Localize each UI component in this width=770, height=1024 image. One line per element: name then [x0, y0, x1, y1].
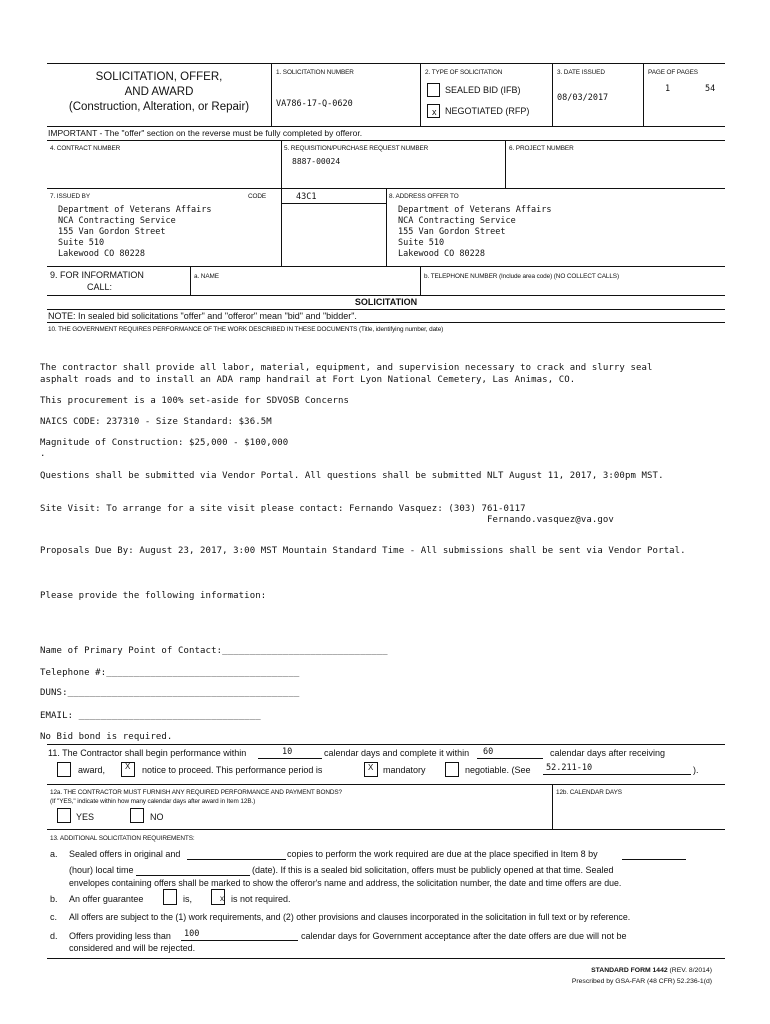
form-title-line-3: (Construction, Alteration, or Repair) [68, 101, 250, 113]
set-aside-text: This procurement is a 100% set-aside for SDVOSB Concerns [40, 396, 350, 406]
item-13b-text: An offer guarantee [69, 894, 144, 904]
divider [47, 958, 725, 959]
divider [47, 309, 725, 310]
mandatory-check-mark: X [368, 763, 374, 772]
divider [47, 744, 725, 745]
complete-days-value: 60 [483, 747, 494, 757]
item-13a-text-1: Sealed offers in original and [69, 849, 181, 859]
contract-number-label: 4. CONTRACT NUMBER [50, 145, 121, 152]
for-information-line-1: 9. FOR INFORMATION [50, 270, 144, 280]
issued-by-line: Lakewood CO 80228 [58, 249, 145, 259]
project-number-label: 6. PROJECT NUMBER [509, 145, 574, 152]
code-value[interactable]: 43C1 [296, 192, 317, 202]
item-11-text-3: calendar days after receiving [550, 748, 666, 758]
guarantee-check-mark: x [220, 894, 224, 903]
address-line: Lakewood CO 80228 [398, 249, 485, 259]
item-13b-marker: b. [50, 894, 58, 904]
item-13d-text-2: considered and will be rejected. [69, 943, 196, 953]
bid-bond-text: No Bid bond is required. [40, 732, 173, 742]
scope-paragraph-line-1: The contractor shall provide all labor, material, equipment, and supervision necessary to crack and slurry seal [40, 363, 653, 373]
address-line: 155 Van Gordon Street [398, 227, 506, 237]
item-13a-text-2a: (hour) local time [69, 865, 134, 875]
form-title-line-1: SOLICITATION, OFFER, [95, 71, 223, 83]
item-13d-text-1: Offers providing less than [69, 931, 171, 941]
form-title [48, 70, 270, 115]
sealed-bid-checkbox[interactable] [427, 83, 440, 97]
award-label: award, [78, 765, 106, 775]
sealed-bid-label: SEALED BID (IFB) [445, 85, 521, 95]
address-offer-to-label: 8. ADDRESS OFFER TO [389, 193, 459, 200]
see-clause-close: ). [693, 765, 699, 775]
item-10-label: 10. THE GOVERNMENT REQUIRES PERFORMANCE OF THE WORK DESCRIBED IN THESE DOCUMENTS (Title, identifying number, date) [48, 326, 444, 333]
issued-by-line: Department of Veterans Affairs [58, 205, 212, 215]
form-number-bold: STANDARD FORM 1442 [591, 967, 668, 974]
bonds-yes-label: YES [76, 812, 95, 822]
solicitation-heading: SOLICITATION [354, 297, 418, 307]
item-13d-marker: d. [50, 931, 58, 941]
item-13c-marker: c. [50, 912, 58, 922]
item-13a-text-3: envelopes containing offers shall be marked to show the offeror's name and address, the solicitation number, the date and time offers are due. [69, 878, 622, 888]
form-number [591, 967, 712, 974]
bonds-yes-checkbox[interactable] [57, 808, 71, 823]
item-13a-text-2b: (date). If this is a sealed bid solicitation, offers must be publicly opened at that time. Sealed [252, 865, 614, 875]
solicitation-number-value[interactable]: VA786-17-Q-0620 [276, 99, 353, 109]
acceptance-days-value: 100 [184, 929, 200, 939]
issued-by-line: NCA Contracting Service [58, 216, 176, 226]
site-visit-text: Site Visit: To arrange for a site visit please contact: Fernando Vasquez: (303) 761-0117 [40, 504, 526, 514]
point-of-contact-field[interactable]: Name of Primary Point of Contact:______________________________ [40, 646, 388, 656]
page-number: 1 [665, 84, 671, 94]
item-12b-label: 12b. CALENDAR DAYS [556, 789, 622, 796]
item-12a-sub: (If "YES," indicate within how many calendar days after award in Item 12B.) [50, 798, 256, 805]
issued-by-address [58, 205, 212, 260]
address-line: NCA Contracting Service [398, 216, 516, 226]
item-13d-text-1b: calendar days for Government acceptance after the date offers are due will not be [301, 931, 627, 941]
form-title-line-2: AND AWARD [124, 86, 194, 98]
total-pages: 54 [705, 84, 716, 94]
page-of-pages-label: PAGE OF PAGES [648, 69, 698, 76]
date-field[interactable] [136, 864, 250, 876]
duns-field[interactable]: DUNS:__________________________________________ [40, 688, 300, 698]
negotiable-label: negotiable. (See [465, 765, 531, 775]
item-11-text-2: calendar days and complete it within [324, 748, 470, 758]
form-revision: (REV. 8/2014) [667, 967, 712, 974]
negotiated-label: NEGOTIATED (RFP) [445, 106, 530, 116]
issued-by-line: 155 Van Gordon Street [58, 227, 166, 237]
begin-days-value: 10 [282, 747, 293, 757]
mandatory-label: mandatory [383, 765, 426, 775]
type-of-solicitation-label: 2. TYPE OF SOLICITATION [425, 69, 503, 76]
info-name-label: a. NAME [194, 273, 219, 280]
prescribed-by: Prescribed by GSA-FAR (48 CFR) 52.236-1(d) [571, 978, 712, 985]
negotiable-checkbox[interactable] [445, 762, 459, 777]
guarantee-is-label: is, [183, 894, 192, 904]
important-notice: IMPORTANT - The "offer" section on the reverse must be fully completed by offeror. [48, 128, 363, 138]
copies-field[interactable] [187, 848, 286, 860]
notice-check-mark: X [125, 762, 131, 771]
magnitude-dot: . [40, 449, 46, 459]
solicitation-number-label: 1. SOLICITATION NUMBER [276, 69, 354, 76]
site-visit-email: Fernando.vasquez@va.gov [487, 515, 614, 525]
naics-text: NAICS CODE: 237310 - Size Standard: $36.5M [40, 417, 272, 427]
magnitude-text: Magnitude of Construction: $25,000 - $100,000 [40, 438, 289, 448]
hour-field[interactable] [622, 848, 686, 860]
item-13a-marker: a. [50, 849, 58, 859]
item-11-text-1: 11. The Contractor shall begin performance within [48, 748, 247, 758]
code-label: CODE [248, 193, 267, 200]
see-clause-value: 52.211-10 [546, 763, 593, 773]
bonds-no-checkbox[interactable] [130, 808, 144, 823]
guarantee-is-checkbox[interactable] [163, 889, 177, 905]
scope-paragraph-line-2: asphalt roads and to install an ADA ramp handrail at Fort Lyon National Cemetery, Las Animas, CO. [40, 375, 576, 385]
questions-text: Questions shall be submitted via Vendor Portal. All questions shall be submitted NLT August 11, 2017, 3:00pm MST. [40, 471, 664, 481]
for-information-line-2: CALL: [87, 282, 113, 292]
sealed-bid-note: NOTE: In sealed bid solicitations "offer" and "offeror" mean "bid" and "bidder". [48, 311, 357, 321]
info-telephone-label: b. TELEPHONE NUMBER (Include area code) (NO COLLECT CALLS) [424, 273, 619, 280]
for-information-label [50, 269, 144, 293]
provide-info-text: Please provide the following information: [40, 591, 267, 601]
requisition-number-label: 5. REQUISITION/PURCHASE REQUEST NUMBER [284, 145, 429, 152]
requisition-number-value[interactable]: 8887-00024 [292, 157, 341, 166]
item-12a-label: 12a. THE CONTRACTOR MUST FURNISH ANY REQUIRED PERFORMANCE AND PAYMENT BONDS? [50, 789, 342, 796]
address-line: Department of Veterans Affairs [398, 205, 552, 215]
proposals-due-text: Proposals Due By: August 23, 2017, 3:00 MST Mountain Standard Time - All submissions shall be sent via Vendor Portal. [40, 546, 686, 556]
item-13a-text-1b: copies to perform the work required are due at the place specified in Item 8 by [287, 849, 598, 859]
issued-by-label: 7. ISSUED BY [50, 193, 90, 200]
guarantee-not-required-label: is not required. [231, 894, 291, 904]
email-field[interactable]: EMAIL: _________________________________ [40, 711, 261, 721]
notice-to-proceed-label: notice to proceed. This performance period is [142, 765, 323, 775]
date-issued-value[interactable]: 08/03/2017 [557, 93, 609, 103]
address-offer-to [398, 205, 552, 260]
issued-by-line: Suite 510 [58, 238, 105, 248]
bonds-no-label: NO [150, 812, 164, 822]
divider [47, 322, 725, 323]
item-13c-text: All offers are subject to the (1) work requirements, and (2) other provisions and clauses incorporated in the solicitation in full text or by reference. [69, 912, 631, 922]
date-issued-label: 3. DATE ISSUED [557, 69, 605, 76]
item-13-label: 13. ADDITIONAL SOLICITATION REQUIREMENTS: [50, 835, 195, 842]
address-line: Suite 510 [398, 238, 445, 248]
negotiated-check-mark: x [432, 107, 437, 117]
award-checkbox[interactable] [57, 762, 71, 777]
telephone-field[interactable]: Telephone #:___________________________________ [40, 668, 300, 678]
